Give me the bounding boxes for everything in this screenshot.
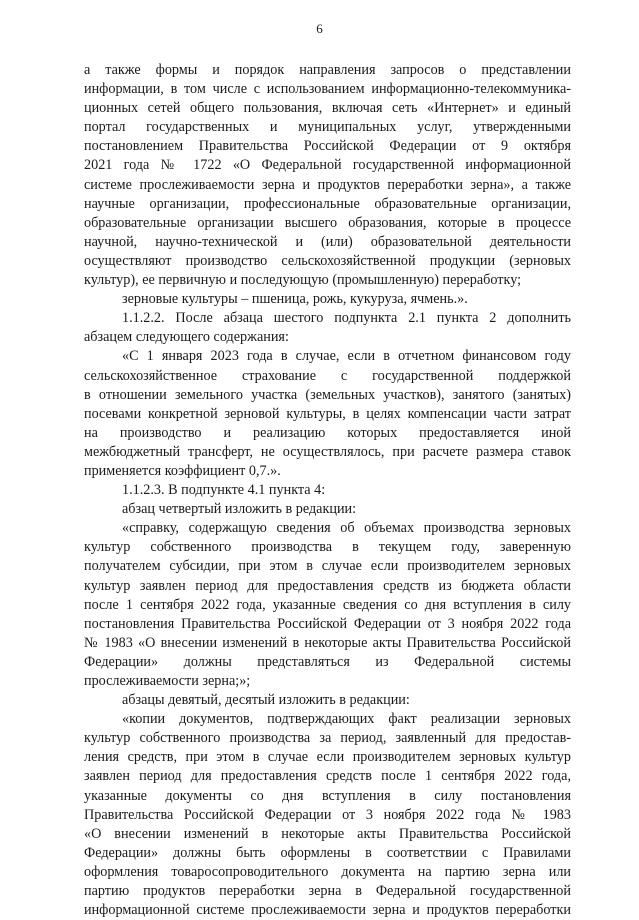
text-line: «копии документов, подтверждающих факт реализации зерновых bbox=[122, 711, 571, 728]
text-line: «справку, содержащую сведения об объемах производства зерновых bbox=[122, 520, 571, 537]
page-number: 6 bbox=[316, 21, 323, 36]
text-line: посевами конкретной зерновой культуры, в целях компенсации части затрат bbox=[84, 405, 571, 422]
document-body bbox=[84, 61, 571, 920]
text-line: 2021 года № 1722 «О Федеральной государственной информационной bbox=[84, 157, 571, 174]
text-line: сельскохозяйственное страхование с государственной поддержкой bbox=[84, 367, 571, 384]
text-line: получателем субсидии, при этом в случае если производителем зерновых bbox=[84, 558, 571, 575]
text-line: образовательные организации высшего образования, которые в процессе bbox=[84, 214, 571, 231]
text-line: культур собственного производства в текущем году, заверенную bbox=[84, 539, 571, 556]
text-line: научной, научно-технической и (или) образовательной деятельности bbox=[84, 233, 571, 250]
text-line: осуществляют производство сельскохозяйственной продукции (зерновых bbox=[84, 252, 571, 269]
text-line: Правительства Российской Федерации от 3 ноября 2022 года № 1983 bbox=[84, 806, 571, 823]
text-line: 1.1.2.3. В подпункте 4.1 пункта 4: bbox=[122, 482, 326, 499]
text-line: портал государственных и муниципальных услуг, утвержденными bbox=[84, 119, 571, 136]
text-line: межбюджетный трансферт, не осуществлялось, при расчете размера ставок bbox=[84, 443, 571, 460]
text-line: постановления Правительства Российской Федерации от 3 ноября 2022 года bbox=[84, 615, 571, 632]
text-line: абзац четвертый изложить в редакции: bbox=[122, 501, 357, 518]
text-line: ления средств, при этом в случае если производителем зерновых культур bbox=[84, 749, 571, 766]
text-line: системе прослеживаемости зерна и продуктов переработки зерна», а также bbox=[84, 176, 571, 193]
text-line: культур заявлен период для предоставления средств из бюджета области bbox=[84, 577, 571, 594]
text-line: абзацы девятый, десятый изложить в редакции: bbox=[122, 692, 410, 709]
text-line: Федерации» должны представляться из Федеральной системы bbox=[84, 653, 571, 670]
text-line: культур), ее первичную и последующую (промышленную) переработку; bbox=[84, 272, 522, 289]
text-line: указанные документы со дня вступления в силу постановления bbox=[84, 787, 571, 804]
text-line: заявлен период для предоставления средств после 1 сентября 2022 года, bbox=[84, 768, 571, 785]
text-line: 1.1.2.2. После абзаца шестого подпункта 2.1 пункта 2 дополнить bbox=[122, 310, 571, 327]
text-line: в отношении земельного участка (земельных участков), занятого (занятых) bbox=[84, 386, 571, 403]
text-line: № 1983 «О внесении изменений в некоторые акты Правительства Российской bbox=[84, 634, 571, 651]
text-line: абзацем следующего содержания: bbox=[84, 329, 289, 346]
text-line: а также формы и порядок направления запросов о представлении bbox=[84, 62, 571, 78]
text-line: информации, в том числе с использованием информационно-телекоммуника- bbox=[84, 81, 571, 98]
text-line: «С 1 января 2023 года в случае, если в отчетном финансовом году bbox=[122, 348, 571, 365]
text-line: ционных сетей общего пользования, включая сеть «Интернет» и единый bbox=[84, 100, 571, 117]
text-line: на производство и реализацию которых предоставляется иной bbox=[84, 424, 571, 441]
text-line: научные организации, профессиональные образовательные организации, bbox=[84, 195, 571, 212]
text-line: применяется коэффициент 0,7.». bbox=[84, 462, 281, 479]
text-line: информационной системе прослеживаемости зерна и продуктов переработки bbox=[84, 902, 571, 919]
text-line: зерновые культуры – пшеница, рожь, кукуруза, ячмень.». bbox=[122, 291, 468, 308]
text-line: оформления товаросопроводительного документа на партию зерна или bbox=[84, 863, 571, 880]
text-line: постановлением Правительства Российской Федерации от 9 октября bbox=[84, 138, 571, 155]
text-line: культур собственного производства за период, заявленный для предостав- bbox=[84, 730, 571, 747]
text-line: прослеживаемости зерна;»; bbox=[84, 673, 251, 689]
text-line: партию продуктов переработки зерна в Федеральной государственной bbox=[84, 883, 571, 900]
text-line: «О внесении изменений в некоторые акты Правительства Российской bbox=[84, 825, 571, 842]
text-line: после 1 сентября 2022 года, указанные сведения со дня вступления в силу bbox=[84, 596, 571, 613]
text-line: Федерации» должны быть оформлены в соответствии с Правилами bbox=[84, 844, 571, 861]
